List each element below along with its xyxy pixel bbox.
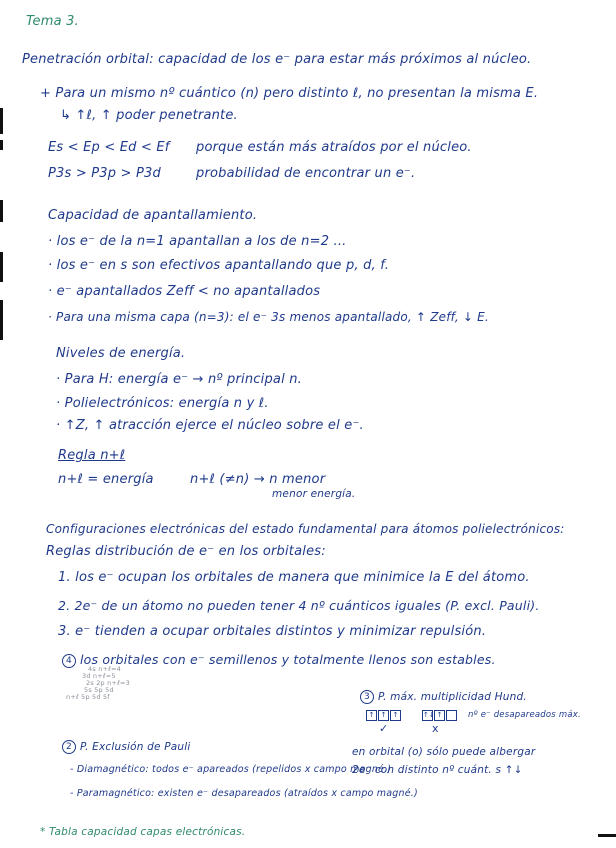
orbital-box: ↑: [390, 710, 401, 721]
shielding-item: · los e⁻ en s son efectivos apantallando que p, d, f.: [48, 258, 390, 273]
left-edge-mark: [0, 200, 3, 222]
diagram-line: 5s 5p 5d: [84, 686, 114, 694]
hund-rule: [360, 690, 527, 704]
n-l-rule-line: n+ℓ = energía: [58, 472, 154, 487]
n-l-rule-heading: Regla n+ℓ: [58, 448, 126, 463]
orbital-box: ↑↓: [423, 711, 435, 719]
n-l-rule-line: n+ℓ (≠n) → n menor: [190, 472, 326, 487]
rule-number: 4: [62, 654, 76, 668]
distribution-rule: 1. los e⁻ ocupan los orbitales de manera que minimice la E del átomo.: [58, 570, 530, 585]
left-edge-mark: [0, 252, 3, 282]
shielding-item: · Para una misma capa (n=3): el e⁻ 3s menos apantallado, ↑ Zeff, ↓ E.: [48, 310, 489, 324]
rule-number: 2: [62, 740, 76, 754]
paramagnetic-line: - Paramagnético: existen e⁻ desapareados (atraídos x campo magné.): [70, 788, 418, 799]
configurations-heading: Configuraciones electrónicas del estado fundamental para átomos polielectrónicos:: [46, 522, 565, 536]
diagram-line: 3d n+ℓ=5: [82, 672, 116, 680]
energy-levels-item: · Polielectrónicos: energía n y ℓ.: [56, 396, 269, 411]
left-edge-mark: [0, 140, 3, 150]
energy-order-reason: porque están más atraídos por el núcleo.: [196, 140, 472, 155]
probability-order: P3s > P3p > P3d: [48, 166, 161, 181]
hund-note: nº e⁻ desapareados máx.: [468, 710, 581, 720]
pauli-capacity-line: 2e⁻ con distinto nº cuánt. s ↑↓: [352, 764, 523, 776]
shielding-heading: Capacidad de apantallamiento.: [48, 208, 258, 223]
page-title: Tema 3.: [26, 14, 79, 29]
energy-levels-heading: Niveles de energía.: [56, 346, 186, 361]
footer-note: * Tabla capacidad capas electrónicas.: [40, 826, 246, 838]
penetration-definition: Penetración orbital: capacidad de los e⁻ para estar más próximos al núcleo.: [22, 52, 532, 67]
n-l-rule-line: menor energía.: [272, 488, 356, 500]
diagram-line: 4s n+ℓ=4: [88, 665, 122, 673]
distribution-rules-heading: Reglas distribución de e⁻ en los orbitales:: [46, 544, 326, 559]
distribution-rule: 3. e⁻ tienden a ocupar orbitales distintos y minimizar repulsión.: [58, 624, 487, 639]
cross-icon: x: [432, 722, 439, 735]
pauli-rule: [62, 740, 190, 754]
probability-order-reason: probabilidad de encontrar un e⁻.: [196, 166, 416, 181]
check-icon: ✓: [379, 722, 389, 735]
hund-boxes-correct: [366, 710, 401, 721]
orbital-box: ↑: [366, 710, 377, 721]
faint-diagram: [66, 665, 130, 701]
energy-levels-item: · Para H: energía e⁻ → nº principal n.: [56, 372, 302, 387]
rule-number: 3: [360, 690, 374, 704]
shielding-item: · los e⁻ de la n=1 apantallan a los de n=2 ...: [48, 234, 347, 249]
hund-rule-text: P. máx. multiplicidad Hund.: [378, 691, 527, 703]
diagram-line: n+ℓ 5p 5d 5f: [66, 693, 110, 701]
distribution-rule: 2. 2e⁻ de un átomo no pueden tener 4 nº cuánticos iguales (P. excl. Pauli).: [58, 598, 540, 613]
diamagnetic-line: - Diamagnético: todos e⁻ apareados (repelidos x campo magné.): [70, 764, 392, 775]
hund-boxes-incorrect: [422, 710, 457, 721]
orbital-box: ↑: [434, 710, 445, 721]
penetration-bullet: + Para un mismo nº cuántico (n) pero distinto ℓ, no presentan la misma E.: [40, 86, 539, 101]
left-edge-mark: [0, 300, 3, 340]
penetration-subbullet: ↳ ↑ℓ, ↑ poder penetrante.: [60, 108, 238, 123]
rule-four-text: los orbitales con e⁻ semillenos y totalmente llenos son estables.: [80, 652, 496, 667]
energy-levels-item: · ↑Z, ↑ atracción ejerce el núcleo sobre el e⁻.: [56, 418, 364, 433]
orbital-box: ↑: [378, 710, 389, 721]
diagram-line: 2s 2p n+ℓ=3: [86, 679, 130, 687]
left-edge-mark: [0, 108, 3, 134]
pauli-capacity-line: en orbital (o) sólo puede albergar: [352, 746, 536, 758]
corner-mark: [598, 834, 616, 837]
pauli-rule-text: P. Exclusión de Pauli: [80, 741, 191, 753]
orbital-box: [446, 710, 457, 721]
energy-order: Es < Ep < Ed < Ef: [48, 140, 170, 155]
shielding-item: · e⁻ apantallados Zeff < no apantallados: [48, 284, 321, 299]
